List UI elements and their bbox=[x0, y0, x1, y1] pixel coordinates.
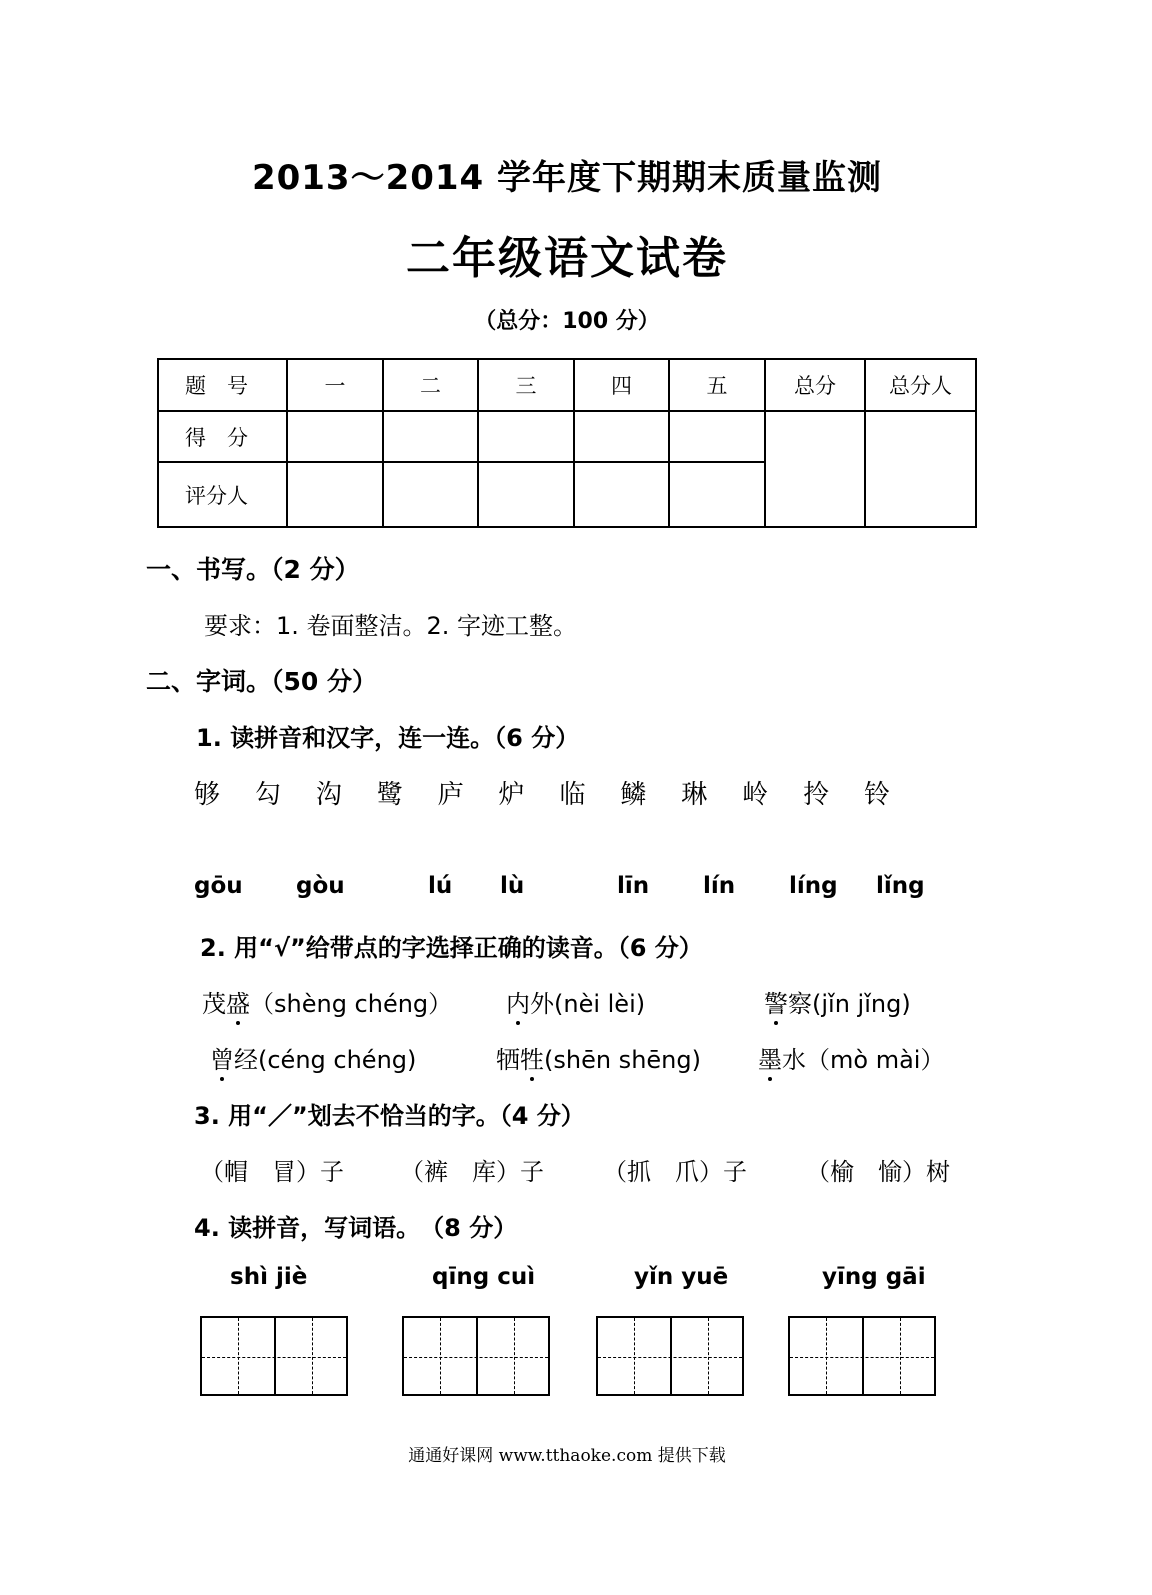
q2-word-char: 水 bbox=[782, 1046, 806, 1074]
grader-cell bbox=[478, 462, 574, 527]
header-part-4: 四 bbox=[574, 359, 669, 411]
score-cell bbox=[669, 411, 765, 462]
q1-character-row bbox=[194, 774, 890, 811]
q4-pinyin: shì jiè bbox=[230, 1264, 308, 1290]
header-part-1: 一 bbox=[287, 359, 383, 411]
total-grader-cell bbox=[865, 411, 976, 527]
q3-item: （帽 冒）子 bbox=[200, 1158, 344, 1186]
writing-grid[interactable] bbox=[200, 1316, 348, 1396]
q4-pinyin: yǐn yuē bbox=[634, 1264, 729, 1290]
grader-cell bbox=[669, 462, 765, 527]
q1-char: 临 bbox=[559, 780, 586, 810]
score-cell bbox=[478, 411, 574, 462]
q2-dotted-char: 墨 bbox=[758, 1046, 782, 1074]
q1-heading: 1. 读拼音和汉字，连一连。（6 分） bbox=[196, 724, 580, 752]
q1-char: 鳞 bbox=[620, 780, 647, 810]
q1-pinyin: lǐng bbox=[876, 873, 925, 899]
header-total-score: 总分 bbox=[765, 359, 865, 411]
section-1-requirement: 要求：1. 卷面整洁。2. 字迹工整。 bbox=[204, 612, 578, 640]
total-score-note: （总分：100 分） bbox=[474, 309, 660, 334]
q2-item bbox=[506, 984, 645, 1019]
q1-char: 勾 bbox=[254, 780, 281, 810]
q2-item bbox=[202, 984, 452, 1019]
section-1-heading: 一、书写。（2 分） bbox=[146, 555, 360, 584]
q2-heading: 2. 用“√”给带点的字选择正确的读音。（6 分） bbox=[200, 934, 703, 962]
q3-item: （榆 愉）树 bbox=[806, 1158, 950, 1186]
q2-options: （mò mài） bbox=[806, 1046, 945, 1074]
q1-char: 鹭 bbox=[376, 780, 403, 810]
score-cell bbox=[287, 411, 383, 462]
q1-char: 拎 bbox=[803, 780, 830, 810]
q1-pinyin: gòu bbox=[296, 873, 345, 899]
q3-item: （裤 库）子 bbox=[400, 1158, 544, 1186]
q2-item bbox=[758, 1040, 944, 1075]
q2-item bbox=[764, 984, 911, 1019]
grader-cell bbox=[287, 462, 383, 527]
q1-pinyin: lú bbox=[428, 873, 453, 899]
q1-char: 炉 bbox=[498, 780, 525, 810]
q1-pinyin: līn bbox=[617, 873, 650, 899]
score-table-header-row bbox=[158, 359, 976, 411]
q4-pinyin: qīng cuì bbox=[432, 1264, 536, 1290]
q2-word-char: 察 bbox=[788, 990, 812, 1018]
grader-row-label: 评分人 bbox=[158, 462, 287, 527]
q2-options: (céng chéng) bbox=[258, 1046, 417, 1074]
q1-char: 沟 bbox=[315, 780, 342, 810]
total-score-cell bbox=[765, 411, 865, 527]
q1-pinyin: lù bbox=[500, 873, 525, 899]
q1-char: 岭 bbox=[742, 780, 769, 810]
q1-char: 庐 bbox=[437, 780, 464, 810]
header-part-2: 二 bbox=[383, 359, 478, 411]
writing-grid[interactable] bbox=[402, 1316, 550, 1396]
q2-word-char: 茂 bbox=[202, 990, 226, 1018]
score-cell bbox=[574, 411, 669, 462]
q2-word-char: 经 bbox=[234, 1046, 258, 1074]
q1-char: 琳 bbox=[681, 780, 708, 810]
q1-char: 够 bbox=[194, 780, 221, 810]
score-row-label: 得 分 bbox=[158, 411, 287, 462]
q2-word-char: 牺 bbox=[496, 1046, 520, 1074]
q2-dotted-char: 牲 bbox=[520, 1046, 544, 1074]
score-row bbox=[158, 411, 976, 462]
header-question-no: 题 号 bbox=[158, 359, 287, 411]
q2-dotted-char: 警 bbox=[764, 990, 788, 1018]
q2-options: （shèng chéng） bbox=[250, 990, 453, 1018]
header-part-5: 五 bbox=[669, 359, 765, 411]
score-cell bbox=[383, 411, 478, 462]
q2-options: (jǐn jǐng) bbox=[812, 990, 911, 1018]
q2-item bbox=[210, 1040, 416, 1075]
exam-subject-title: 二年级语文试卷 bbox=[406, 233, 728, 284]
q1-pinyin: lín bbox=[703, 873, 736, 899]
header-total-grader: 总分人 bbox=[865, 359, 976, 411]
q2-dotted-char: 曾 bbox=[210, 1046, 234, 1074]
q1-pinyin: gōu bbox=[194, 873, 243, 899]
exam-year-title: 2013～2014 学年度下期期末质量监测 bbox=[251, 158, 883, 198]
grader-cell bbox=[383, 462, 478, 527]
q4-heading: 4. 读拼音，写词语。 （8 分） bbox=[194, 1214, 518, 1242]
q3-item: （抓 爪）子 bbox=[603, 1158, 747, 1186]
q2-dotted-char: 内 bbox=[506, 990, 530, 1018]
q3-heading: 3. 用“／”划去不恰当的字。（4 分） bbox=[194, 1102, 585, 1130]
q4-pinyin: yīng gāi bbox=[822, 1264, 926, 1290]
q2-word-char: 外 bbox=[530, 990, 554, 1018]
score-table bbox=[157, 358, 977, 528]
writing-grid[interactable] bbox=[788, 1316, 936, 1396]
section-2-heading: 二、字词。（50 分） bbox=[146, 667, 377, 696]
footer-source: 通通好课网 www.tthaoke.com 提供下载 bbox=[408, 1446, 726, 1466]
q1-char: 铃 bbox=[863, 780, 890, 810]
header-part-3: 三 bbox=[478, 359, 574, 411]
writing-grid[interactable] bbox=[596, 1316, 744, 1396]
q2-item bbox=[496, 1040, 701, 1075]
q2-options: (shēn shēng) bbox=[544, 1046, 701, 1074]
q1-pinyin: líng bbox=[789, 873, 838, 899]
q2-dotted-char: 盛 bbox=[226, 990, 250, 1018]
q2-options: (nèi lèi) bbox=[554, 990, 646, 1018]
grader-cell bbox=[574, 462, 669, 527]
